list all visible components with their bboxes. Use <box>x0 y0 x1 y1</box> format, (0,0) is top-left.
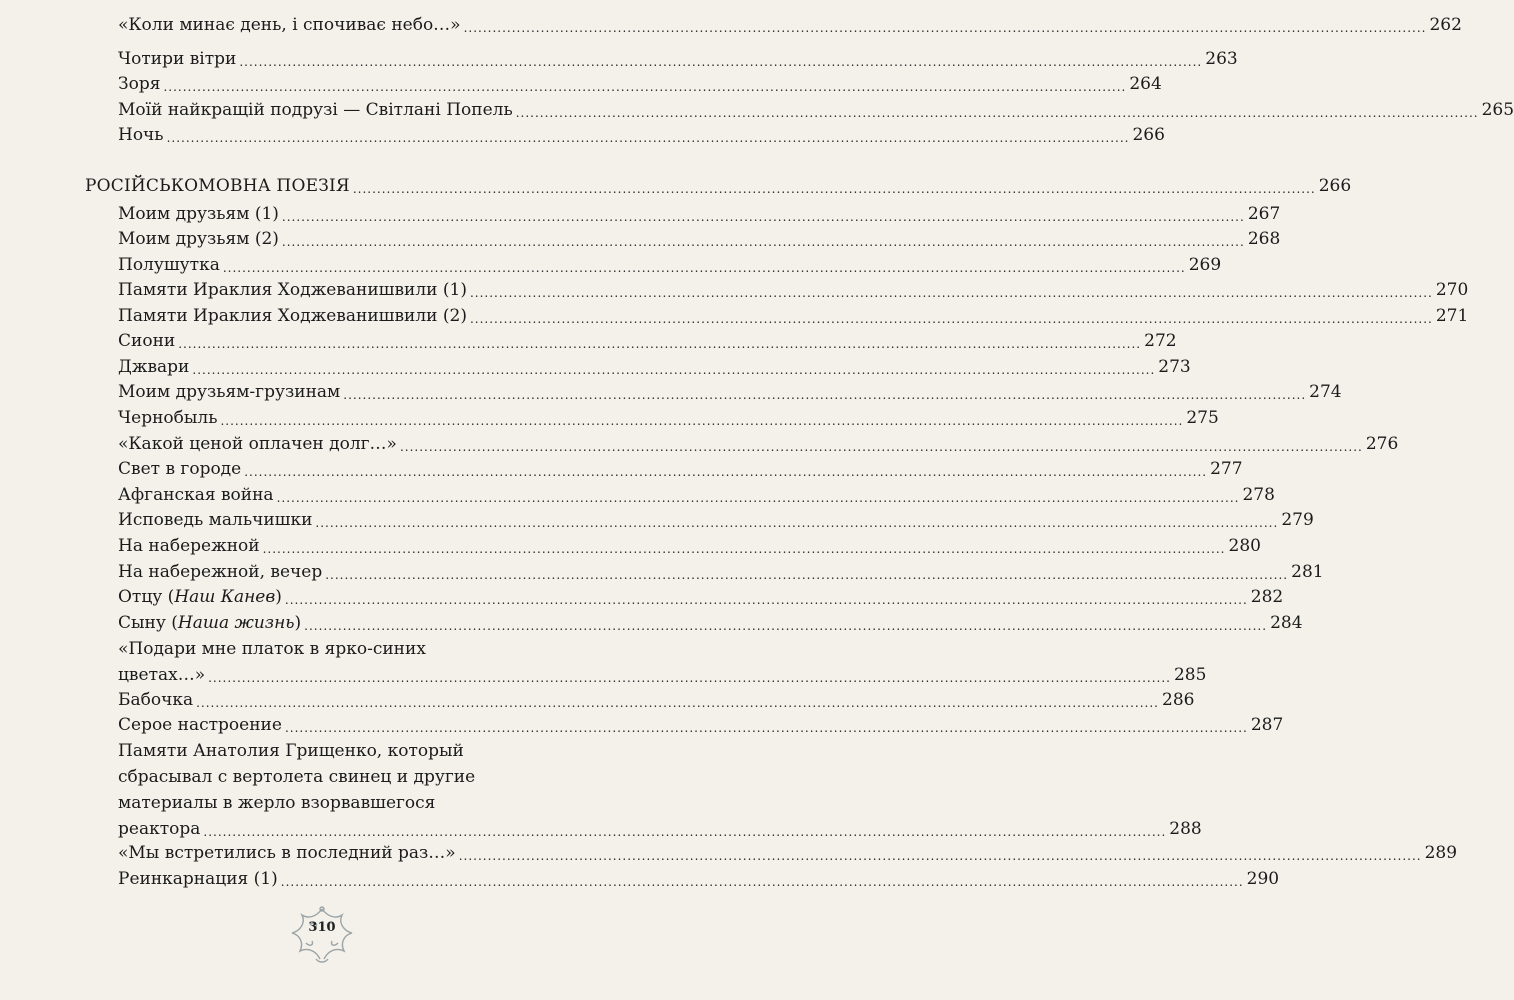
toc-entry-title <box>118 482 274 508</box>
toc-entry-title-text: Исповедь мальчишки <box>118 510 313 530</box>
toc-entry <box>118 431 1399 457</box>
toc-entry-title-text: На набережной <box>118 536 260 556</box>
toc-entry-title <box>85 173 350 199</box>
dot-leader: ........................................................................................................................................................................................................ <box>399 440 1363 454</box>
toc-entry <box>118 97 1514 123</box>
toc-entry-title-text: Афганская война <box>118 485 274 505</box>
dot-leader: ........................................................................................................................................................................................................ <box>262 542 1226 556</box>
toc-entry-page: 271 <box>1435 306 1469 326</box>
toc-entry-page: 276 <box>1365 434 1399 454</box>
dot-leader: ........................................................................................................................................................................................................ <box>515 106 1479 120</box>
toc-entry-title <box>118 379 340 405</box>
toc-entry-title-line: материалы в жерло взорвавшегося <box>118 793 436 813</box>
dot-leader: ........................................................................................................................................................................................................ <box>458 849 1422 863</box>
toc-entry-title-text: Памяти Ираклия Ходжеванишвили (1) <box>118 280 467 300</box>
toc-entry-title <box>118 507 312 533</box>
toc-entry-title-text: реактора <box>118 819 201 839</box>
toc-entry-title-text: Реинкарнация (1) <box>118 869 278 889</box>
toc-entry-title-text: Памяти Ираклия Ходжеванишвили (2) <box>118 306 467 326</box>
toc-entry-page: 284 <box>1270 613 1303 633</box>
toc-entry-title-text: Полушутка <box>118 255 220 275</box>
toc-entry-page: 280 <box>1228 536 1261 556</box>
toc-entry-title-text: Моим друзьям (1) <box>118 204 279 224</box>
toc-entry-page: 265 <box>1481 100 1514 120</box>
toc-entry-page: 288 <box>1169 819 1202 839</box>
toc-entry <box>118 610 1303 636</box>
toc-entry-title <box>118 405 217 431</box>
toc-entry-page: 273 <box>1158 357 1191 377</box>
toc-entry-title <box>118 431 397 457</box>
toc-entry-title <box>118 840 456 866</box>
toc-entry-title <box>118 97 513 123</box>
toc-entry-page: 264 <box>1129 74 1162 94</box>
toc-entry-title <box>118 277 467 303</box>
dot-leader: ........................................................................................................................................................................................................ <box>222 261 1186 275</box>
dot-leader: ........................................................................................................................................................................................................ <box>304 619 1268 633</box>
toc-entry <box>118 687 1195 713</box>
dot-leader: ........................................................................................................................................................................................................ <box>284 721 1248 735</box>
toc-entry-title-text: Отцу <box>118 587 163 607</box>
toc-entry-page: 272 <box>1144 331 1177 351</box>
toc-entry-title <box>118 712 282 738</box>
dot-leader: ........................................................................................................................................................................................................ <box>463 21 1427 35</box>
toc-entry-title-text: Моїй найкращій подрузі — Світлані Попель <box>118 100 513 120</box>
toc-entry-title <box>118 816 200 842</box>
toc-entry-italic-title: Наш Канев <box>174 587 276 607</box>
dot-leader: ........................................................................................................................................................................................................ <box>178 337 1142 351</box>
toc-entry-title <box>118 252 220 278</box>
toc-entry-title-text: Серое настроение <box>118 715 282 735</box>
toc-entry-title <box>118 559 322 585</box>
toc-entry-title-text: Бабочка <box>118 690 194 710</box>
toc-entry-title-text: Свет в городе <box>118 459 242 479</box>
toc-entry <box>118 303 1469 329</box>
toc-entry <box>118 252 1222 278</box>
toc-entry-title-text: Моим друзьям (2) <box>118 229 279 249</box>
toc-entry-page: 275 <box>1186 408 1219 428</box>
toc-entry-page: 274 <box>1309 382 1342 402</box>
toc-entry-page: 269 <box>1188 255 1222 275</box>
toc-entry-page: 281 <box>1291 562 1324 582</box>
toc-entry-title <box>118 303 467 329</box>
dot-leader: ........................................................................................................................................................................................................ <box>203 825 1167 839</box>
toc-entry-italic-title: Наша жизнь <box>177 613 295 633</box>
toc-entry-page: 263 <box>1205 49 1238 69</box>
toc-entry-page: 262 <box>1429 15 1462 35</box>
toc-entry <box>118 201 1281 227</box>
toc-entry-page: 289 <box>1424 843 1458 863</box>
dot-leader: ........................................................................................................................................................................................................ <box>315 516 1279 530</box>
toc-entry-page: 290 <box>1246 869 1280 889</box>
toc-entry-title-text: Сыну <box>118 613 166 633</box>
toc-entry-title-text: Сиони <box>118 331 176 351</box>
dot-leader: ........................................................................................................................................................................................................ <box>352 182 1316 196</box>
dot-leader: ........................................................................................................................................................................................................ <box>343 388 1307 402</box>
toc-entry-page: 287 <box>1250 715 1284 735</box>
page-number: 310 <box>308 920 336 935</box>
dot-leader: ........................................................................................................................................................................................................ <box>281 210 1245 224</box>
toc-entry-title-line: «Подари мне платок в ярко-синих <box>118 639 426 659</box>
toc-entry-page: 266 <box>1318 176 1352 196</box>
toc-entry-title <box>118 662 205 688</box>
toc-entry-title: Сыну (Наша жизнь) <box>118 613 302 633</box>
dot-leader: ........................................................................................................................................................................................................ <box>196 696 1159 710</box>
toc-entry-title <box>118 122 164 148</box>
toc-entry-title <box>118 226 279 252</box>
toc-entry-title-text: Моим друзьям-грузинам <box>118 382 341 402</box>
dot-leader: ........................................................................................................................................................................................................ <box>276 491 1240 505</box>
toc-entry-page: 266 <box>1132 125 1165 145</box>
dot-leader: ........................................................................................................................................................................................................ <box>280 875 1244 889</box>
toc-entry-title-text: Чернобыль <box>118 408 218 428</box>
toc-entry <box>118 226 1281 252</box>
toc-entry-title-text: Ночь <box>118 125 164 145</box>
toc-entry-title-text: «Коли минає день, і спочиває небо…» <box>118 15 461 35</box>
toc-entry-page: 278 <box>1242 485 1275 505</box>
toc-entry-title-text: цветах…» <box>118 665 206 685</box>
toc-entry-title <box>118 71 160 97</box>
toc-entry-page: 286 <box>1162 690 1195 710</box>
toc-entry-title <box>118 46 236 72</box>
toc-entry <box>118 712 1284 738</box>
toc-section-heading <box>85 173 1352 199</box>
toc-entry-title-text: На набережной, вечер <box>118 562 323 582</box>
toc-entry-page: 285 <box>1173 665 1207 685</box>
toc-entry-title <box>118 456 241 482</box>
dot-leader: ........................................................................................................................................................................................................ <box>166 131 1130 145</box>
toc-entry-title-text: Джвари <box>118 357 190 377</box>
toc-entry <box>118 507 1314 533</box>
toc-entry-page: 279 <box>1281 510 1314 530</box>
toc-entry <box>118 354 1191 380</box>
toc-entry <box>118 840 1458 866</box>
toc-entry <box>118 122 1165 148</box>
toc-entry <box>118 71 1162 97</box>
toc-entry <box>118 636 1207 688</box>
toc-entry-title-line: Памяти Анатолия Грищенко, который <box>118 741 464 761</box>
toc-entry <box>118 559 1324 585</box>
toc-entry <box>118 738 1202 842</box>
toc-entry <box>118 379 1342 405</box>
toc-entry-title-text: Зоря <box>118 74 161 94</box>
toc-entry-title <box>118 201 279 227</box>
toc-entry-title-line: сбрасывал с вертолета свинец и другие <box>118 767 476 787</box>
dot-leader: ........................................................................................................................................................................................................ <box>244 465 1208 479</box>
toc-entry <box>118 456 1243 482</box>
toc-entry-title-text: «Мы встретились в последний раз…» <box>118 843 456 863</box>
toc-entry-page: 268 <box>1247 229 1281 249</box>
toc-entry-title <box>118 354 189 380</box>
toc-entry-title-text: «Какой ценой оплачен долг…» <box>118 434 397 454</box>
toc-entry <box>118 533 1261 559</box>
dot-leader: ........................................................................................................................................................................................................ <box>163 80 1127 94</box>
toc-entry <box>118 405 1219 431</box>
toc-entry-page: 267 <box>1247 204 1281 224</box>
toc-entry-title <box>118 12 461 38</box>
dot-leader: ........................................................................................................................................................................................................ <box>469 312 1433 326</box>
toc-entry-title <box>118 687 193 713</box>
toc-entry <box>118 277 1469 303</box>
toc-entry <box>118 46 1238 72</box>
toc-entry <box>118 584 1284 610</box>
dot-leader: ........................................................................................................................................................................................................ <box>239 55 1203 69</box>
toc-entry-title-text: РОСІЙСЬКОМОВНА ПОЕЗІЯ <box>85 176 350 196</box>
dot-leader: ........................................................................................................................................................................................................ <box>469 286 1433 300</box>
dot-leader: ........................................................................................................................................................................................................ <box>220 414 1184 428</box>
toc-entry-page: 282 <box>1250 587 1284 607</box>
toc-entry-title <box>118 866 278 892</box>
dot-leader: ........................................................................................................................................................................................................ <box>284 593 1248 607</box>
dot-leader: ........................................................................................................................................................................................................ <box>281 235 1245 249</box>
dot-leader: ........................................................................................................................................................................................................ <box>325 568 1289 582</box>
toc-entry-title <box>118 328 175 354</box>
toc-entry <box>118 482 1275 508</box>
toc-entry <box>118 12 1462 38</box>
dot-leader: ........................................................................................................................................................................................................ <box>208 671 1171 685</box>
toc-entry-title <box>118 533 260 559</box>
toc-entry-title-text: Чотири вітри <box>118 49 237 69</box>
toc-entry-page: 277 <box>1210 459 1243 479</box>
dot-leader: ........................................................................................................................................................................................................ <box>192 363 1156 377</box>
toc-entry-title: Отцу (Наш Канев) <box>118 587 282 607</box>
toc-entry <box>118 866 1280 892</box>
toc-entry <box>118 328 1177 354</box>
toc-entry-page: 270 <box>1435 280 1469 300</box>
